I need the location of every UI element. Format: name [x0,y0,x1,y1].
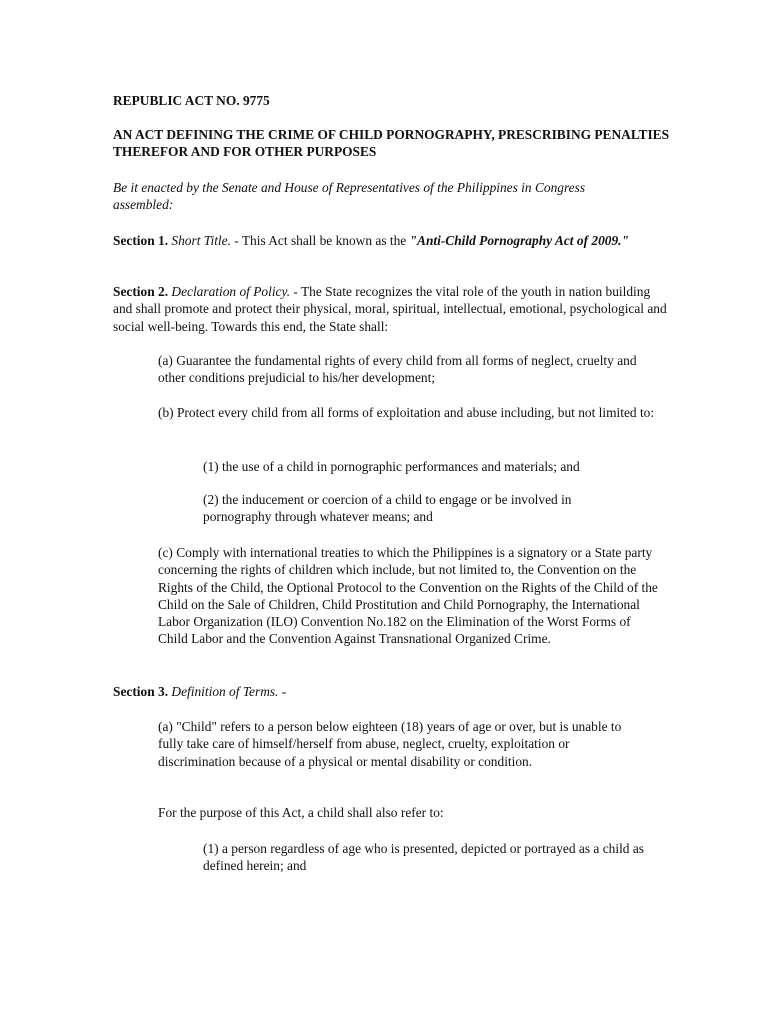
section-2-item-c: (c) Comply with international treaties to which the Philippines is a signatory or a State party concerning the rights of children which include, but not limited to, the Convention on the Rights of the Child, the Optional Protocol to the Convention on the Rights of the Child of the Child on the Sale of Children, Child Prostitution and Child Pornography, the International Labor Organization (ILO) Convention No.182 on the Elimination of the Worst Forms of Child Labor and the Convention Against Transnational Organized Crime. [158,545,658,647]
section-2-heading: Declaration of Policy. [171,284,291,299]
section-1-heading: Short Title. [171,233,231,248]
section-2-label: Section 2. [113,284,169,299]
section-1-label: Section 1. [113,233,169,248]
section-3-item-a: (a) "Child" refers to a person below eighteen (18) years of age or over, but is unable to fully take care of himself/herself from abuse, neglect, cruelty, exploitation or discrimination because of a physical or mental disability or condition. [158,719,622,769]
act-number: REPUBLIC ACT NO. 9775 [113,93,270,108]
section-2 [113,283,668,335]
section-1-short-title: "Anti-Child Pornography Act of 2009." [409,233,629,248]
section-3-suffix: - [278,684,287,699]
section-2-text: - The State recognizes the vital role of the youth in nation building and shall promote and protect their physical, moral, spiritual, intellectual, emotional, psychological and social well-being. Towards this end, the State shall: [113,284,667,334]
act-title: AN ACT DEFINING THE CRIME OF CHILD PORNOGRAPHY, PRESCRIBING PENALTIES THEREFOR AND FOR OTHER PURPOSES [113,127,670,160]
section-3 [113,683,513,700]
section-3-heading: Definition of Terms. [171,684,279,699]
section-2-item-b2: (2) the inducement or coercion of a child to engage or be involved in pornography through whatever means; and [203,492,572,525]
section-3-item-1: (1) a person regardless of age who is presented, depicted or portrayed as a child as defined herein; and [203,841,644,874]
section-1 [113,232,658,249]
section-2-item-b: (b) Protect every child from all forms of exploitation and abuse including, but not limited to: [158,405,655,420]
section-3-purpose-text: For the purpose of this Act, a child shall also refer to: [158,805,444,820]
section-3-label: Section 3. [113,684,169,699]
section-2-item-a: (a) Guarantee the fundamental rights of every child from all forms of neglect, cruelty and other conditions prejudicial to his/her development; [158,353,637,386]
enacting-clause: Be it enacted by the Senate and House of Representatives of the Philippines in Congress assembled: [113,180,586,213]
section-2-item-b1: (1) the use of a child in pornographic performances and materials; and [203,459,580,474]
section-1-text: - This Act shall be known as the [230,233,410,248]
